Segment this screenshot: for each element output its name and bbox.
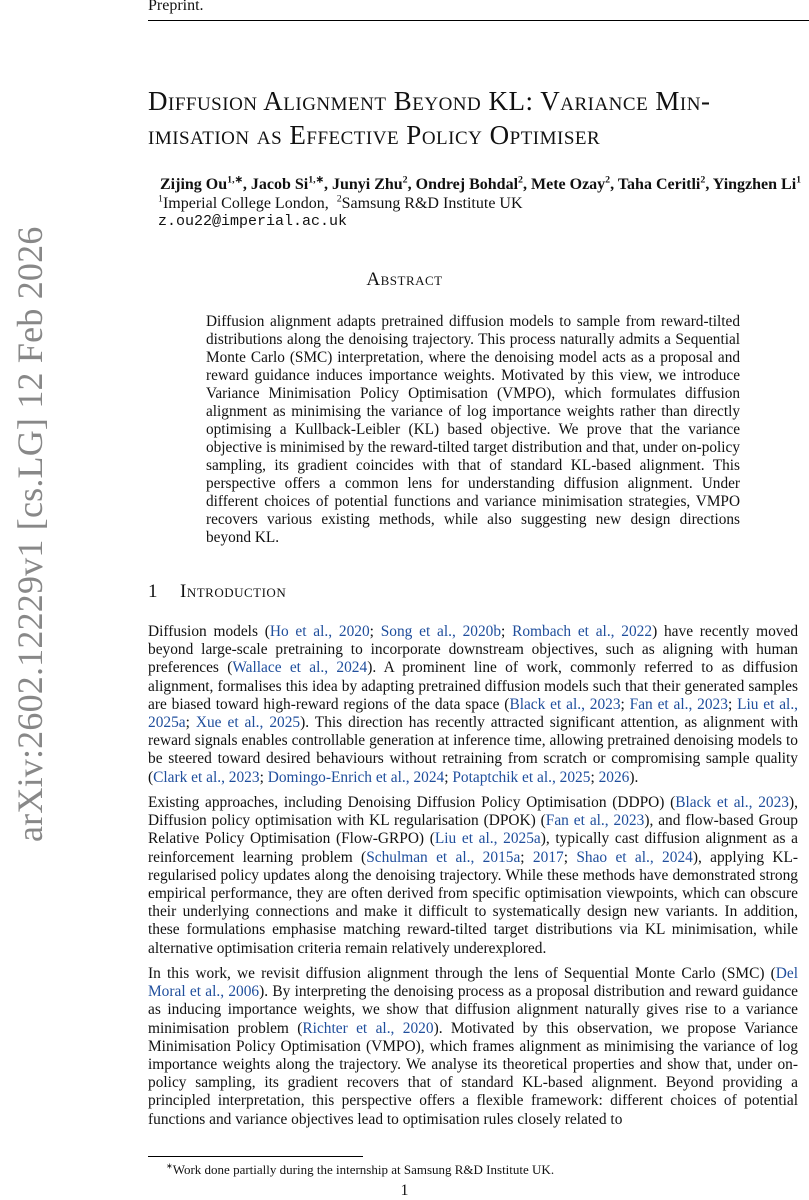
- affil-2-marker: 2: [336, 193, 342, 205]
- intro-paragraph-3: In this work, we revisit diffusion alignment through the lens of Sequential Monte Carlo (SMC) (Del Moral et al., 2006). By interpreting the denoising process as a proposal distribution and reward guidance as inducing importance weights, we show that diffusion alignment naturally gives rise to a variance minimisation problem (Richter et al., 2020). Motivated by this observation, we propose Variance Minimisation Policy Optimisation (VMPO), which frames alignment as minimising the variance of log importance weights along the trajectory. We analyse its theoretical properties and show that, under on-policy sampling, its gradient recovers that of standard KL-based alignment. Beyond providing a principled interpretation, this perspective offers a flexible framework: different choices of potential functions and variance objectives lead to optimisation rules closely related to: [148, 965, 799, 1128]
- citation-link[interactable]: Rombach et al., 2022: [512, 623, 653, 640]
- affiliations: [158, 194, 523, 214]
- citation-link[interactable]: Ho et al., 2020: [269, 623, 370, 640]
- author-affil-marker: 2: [518, 174, 523, 186]
- section-title: Introduction: [180, 581, 287, 602]
- author-list: Zijing $Ou^{1,∗}$, Jacob $Si^{1,∗}$, Junyi Zhu$^2$, Ondrej Bohdal$^2$, Mete Ozay$^2$, Taha Ceritli$^2$, Yingzhen Li$^1$: [160, 174, 802, 193]
- author-name: Zijing Ou: [160, 176, 228, 193]
- title-line-2: imisation as Effective Policy Optimiser: [148, 120, 601, 150]
- author-affil-marker: 1: [796, 174, 802, 186]
- citation-link[interactable]: Fan et al., 2023: [629, 695, 728, 713]
- author-name: Jacob Si: [250, 176, 309, 193]
- author-name: Yingzhen Li: [712, 176, 797, 193]
- citation-link[interactable]: Clark et al., 2023: [153, 768, 260, 786]
- abstract-text: Diffusion alignment adapts pretrained diffusion models to sample from reward-tilted distributions along the denoising trajectory. This process naturally admits a Sequential Monte Carlo (SMC) interpretation, where the denoising model acts as a proposal and reward guidance induces importance weights. Motivated by this view, we introduce Variance Minimisation Policy Optimisation (VMPO), which formulates diffusion alignment as minimising the variance of log importance weights rather than directly optimising a Kullback-Leibler (KL) based objective. We prove that the variance objective is minimised by the reward-tilted target distribution and that, under on-policy sampling, its gradient coincides with that of standard KL-based alignment. This perspective offers a common lens for understanding diffusion alignment. Under different choices of potential functions and variance minimisation strategies, VMPO recovers various existing methods, while also suggesting new design directions beyond KL.: [206, 313, 740, 546]
- title-line-1: Diffusion Alignment Beyond KL: Variance Min-: [148, 86, 711, 116]
- abstract-heading: Abstract: [366, 269, 443, 290]
- affil-1-marker: 1: [158, 193, 163, 205]
- citation-link[interactable]: Fan et al., 2023: [545, 812, 645, 830]
- citation-link[interactable]: Wallace et al., 2024: [232, 659, 368, 677]
- affil-2: Samsung R&D Institute UK: [341, 195, 523, 212]
- intro-paragraph-1: Diffusion models (Ho et al., 2020; Song et al., 2020b; Rombach et al., 2022) have recently moved beyond large-scale pretraining to incorporate downstream objectives, such as aligning with human preferences (Wallace et al., 2024). A prominent line of work, commonly referred to as diffusion alignment, formalises this idea by adapting pretrained diffusion models such that their generated samples are biased toward high-reward regions of the data space (Black et al., 2023; Fan et al., 2023; Liu et al., 2025a; Xue et al., 2025). This direction has recently attracted significant attention, as alignment with reward signals enables controllable generation at inference time, allowing pretrained denoising models to be steered toward desired behaviours without retraining from scratch or compromising sample quality (Clark et al., 2023; Domingo-Enrich et al., 2024; Potaptchik et al., 2025; 2026).: [148, 623, 799, 786]
- citation-link[interactable]: Shao et al., 2024: [576, 848, 693, 866]
- author-name: Taha Ceritli: [617, 176, 701, 193]
- contact-email[interactable]: z.ou22@imperial.ac.uk: [158, 213, 348, 230]
- citation-link[interactable]: Liu et al., 2025a: [434, 830, 541, 848]
- author-affil-marker: 1,∗: [227, 174, 243, 186]
- citation-link[interactable]: Xue et al., 2025: [195, 714, 301, 732]
- section-number: 1: [148, 581, 158, 602]
- author-affil-marker: 2: [605, 174, 611, 186]
- section-heading: [148, 581, 286, 603]
- footnote-rule: [148, 1156, 363, 1157]
- footnote: [166, 1162, 554, 1178]
- author-affil-marker: 2: [700, 174, 706, 186]
- paper-title: [148, 84, 803, 152]
- citation-link[interactable]: Richter et al., 2020: [302, 1019, 434, 1037]
- citation-link[interactable]: Schulman et al., 2015a: [366, 848, 521, 866]
- citation-link[interactable]: Black et al., 2023: [675, 794, 790, 811]
- arxiv-stamp: arXiv:2602.12229v1 [cs.LG] 12 Feb 2026: [10, 226, 50, 842]
- preprint-label: Preprint.: [148, 0, 204, 14]
- citation-link[interactable]: 2026: [598, 768, 630, 786]
- footnote-marker: ∗: [166, 1161, 173, 1171]
- author-name: Ondrej Bohdal: [415, 176, 519, 193]
- intro-paragraph-2: Existing approaches, including Denoising Diffusion Policy Optimisation (DDPO) (Black et al., 2023), Diffusion policy optimisation with KL regularisation (DPOK) (Fan et al., 2023), and flow-based Group Relative Policy Optimisation (Flow-GRPO) (Liu et al., 2025a), typically cast diffusion alignment as a reinforcement learning problem (Schulman et al., 2015a; 2017; Shao et al., 2024), applying KL-regularised policy updates along the denoising trajectory. While these methods have demonstrated strong empirical performance, they are often derived from specific optimisation viewpoints, which can obscure their underlying connections and make it difficult to systematically design new variants. In addition, these formulations emphasise matching reward-tilted target distributions via KL minimisation, while alternative optimisation criteria remain relatively underexplored.: [148, 794, 799, 957]
- author-name: Junyi Zhu: [331, 176, 403, 193]
- page-number: 1: [400, 1182, 409, 1199]
- author-affil-marker: 1,∗: [308, 174, 324, 186]
- author-affil-marker: 2: [402, 174, 408, 186]
- author-name: Mete Ozay: [530, 176, 606, 193]
- citation-link[interactable]: Black et al., 2023: [509, 695, 621, 713]
- footnote-text: Work done partially during the internship at Samsung R&D Institute UK.: [172, 1162, 555, 1177]
- citation-link[interactable]: Song et al., 2020b: [380, 623, 502, 640]
- citation-link[interactable]: 2017: [532, 848, 564, 866]
- citation-link[interactable]: Del Moral et al., 2006: [148, 965, 798, 1001]
- citation-link[interactable]: Potaptchik et al., 2025: [452, 768, 591, 786]
- citation-link[interactable]: Domingo-Enrich et al., 2024: [267, 768, 445, 786]
- citation-link[interactable]: Liu et al., 2025a: [148, 695, 799, 732]
- header-rule: [148, 20, 809, 21]
- affil-1: Imperial College London,: [162, 195, 329, 212]
